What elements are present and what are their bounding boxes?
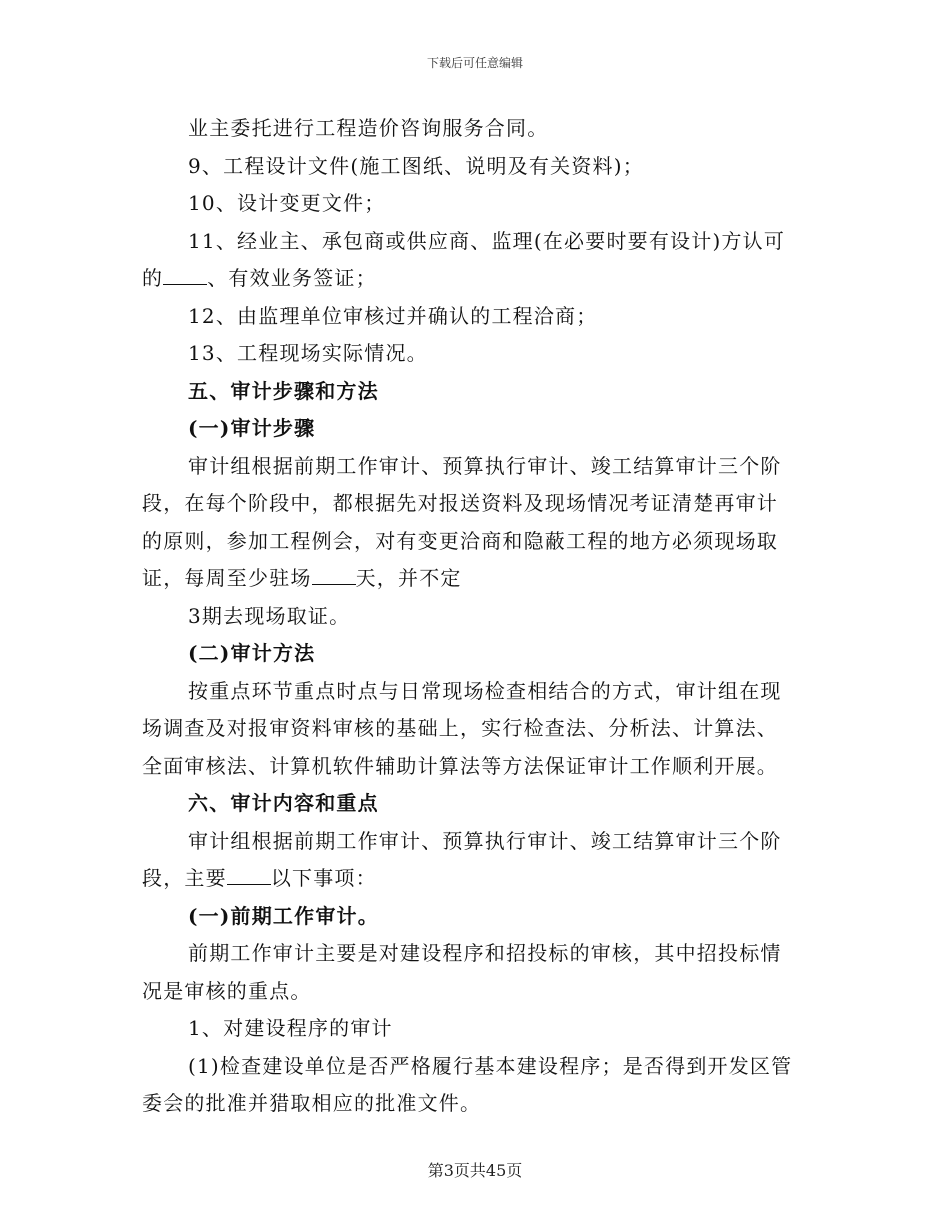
- text-segment: 证，每周至少驻场: [142, 566, 312, 590]
- fill-blank: [312, 566, 356, 585]
- section-heading-6: 六、审计内容和重点: [188, 791, 379, 815]
- section-heading-5: 五、审计步骤和方法: [188, 378, 379, 403]
- fill-blank: [163, 266, 207, 285]
- paragraph-line: 委会的批准并猎取相应的批准文件。: [142, 1091, 482, 1115]
- list-item-12: 12、由监理单位审核过并确认的工程洽商；: [188, 303, 598, 328]
- paragraph-line: 场调查及对报审资料审核的基础上，实行检查法、分析法、计算法、: [142, 716, 778, 740]
- text-segment: 、有效业务签证；: [207, 266, 377, 290]
- paragraph-line: 审计组根据前期工作审计、预算执行审计、竣工结算审计三个阶: [188, 453, 782, 478]
- paragraph-line: [142, 560, 810, 598]
- paragraph-line: 的原则，参加工程例会，对有变更洽商和隐蔽工程的地方必须现场取: [142, 528, 778, 553]
- list-item-11-continued: [142, 260, 810, 298]
- paragraph-line: 段，在每个阶段中，都根据先对报送资料及现场情况考证清楚再审计: [142, 491, 778, 515]
- list-item-10: 10、设计变更文件；: [188, 191, 386, 215]
- list-item-13: 13、工程现场实际情况。: [188, 341, 428, 365]
- list-item-9: 9、工程设计文件(施工图纸、说明及有关资料)；: [188, 153, 644, 178]
- paragraph-line: 3期去现场取证。: [188, 603, 351, 628]
- paragraph-line: 况是审核的重点。: [142, 978, 312, 1003]
- paragraph-line: 全面审核法、计算机软件辅助计算法等方法保证审计工作顺利开展。: [142, 753, 778, 778]
- list-item-1: 1、对建设程序的审计: [188, 1016, 393, 1040]
- subsection-heading-audit-methods: (二)审计方法: [188, 641, 316, 665]
- text-segment: 天，并不定: [355, 566, 462, 590]
- list-item-11: 11、经业主、承包商或供应商、监理(在必要时要有设计)方认可: [188, 228, 786, 253]
- page-footer: 第3页共45页: [427, 1161, 523, 1180]
- page-header: 下载后可任意编辑: [426, 56, 523, 70]
- document-body: [142, 110, 810, 1123]
- paragraph-line: [142, 860, 810, 898]
- paragraph-line: 审计组根据前期工作审计、预算执行审计、竣工结算审计三个阶: [188, 828, 782, 853]
- paragraph-line: 业主委托进行工程造价咨询服务合同。: [188, 116, 549, 140]
- list-item-1-1: (1)检查建设单位是否严格履行基本建设程序；是否得到开发区管: [188, 1053, 793, 1078]
- paragraph-line: 按重点环节重点时点与日常现场检查相结合的方式，审计组在现: [188, 678, 782, 703]
- text-segment: 段，主要: [142, 866, 227, 890]
- subsection-heading-preliminary-audit: (一)前期工作审计。: [188, 903, 379, 928]
- subsection-heading-audit-steps: (一)审计步骤: [188, 416, 316, 440]
- text-segment: 以下事项：: [270, 866, 377, 890]
- paragraph-line: 前期工作审计主要是对建设程序和招投标的审核，其中招投标情: [188, 941, 782, 965]
- text-segment: 的: [142, 266, 164, 290]
- fill-blank: [227, 866, 271, 885]
